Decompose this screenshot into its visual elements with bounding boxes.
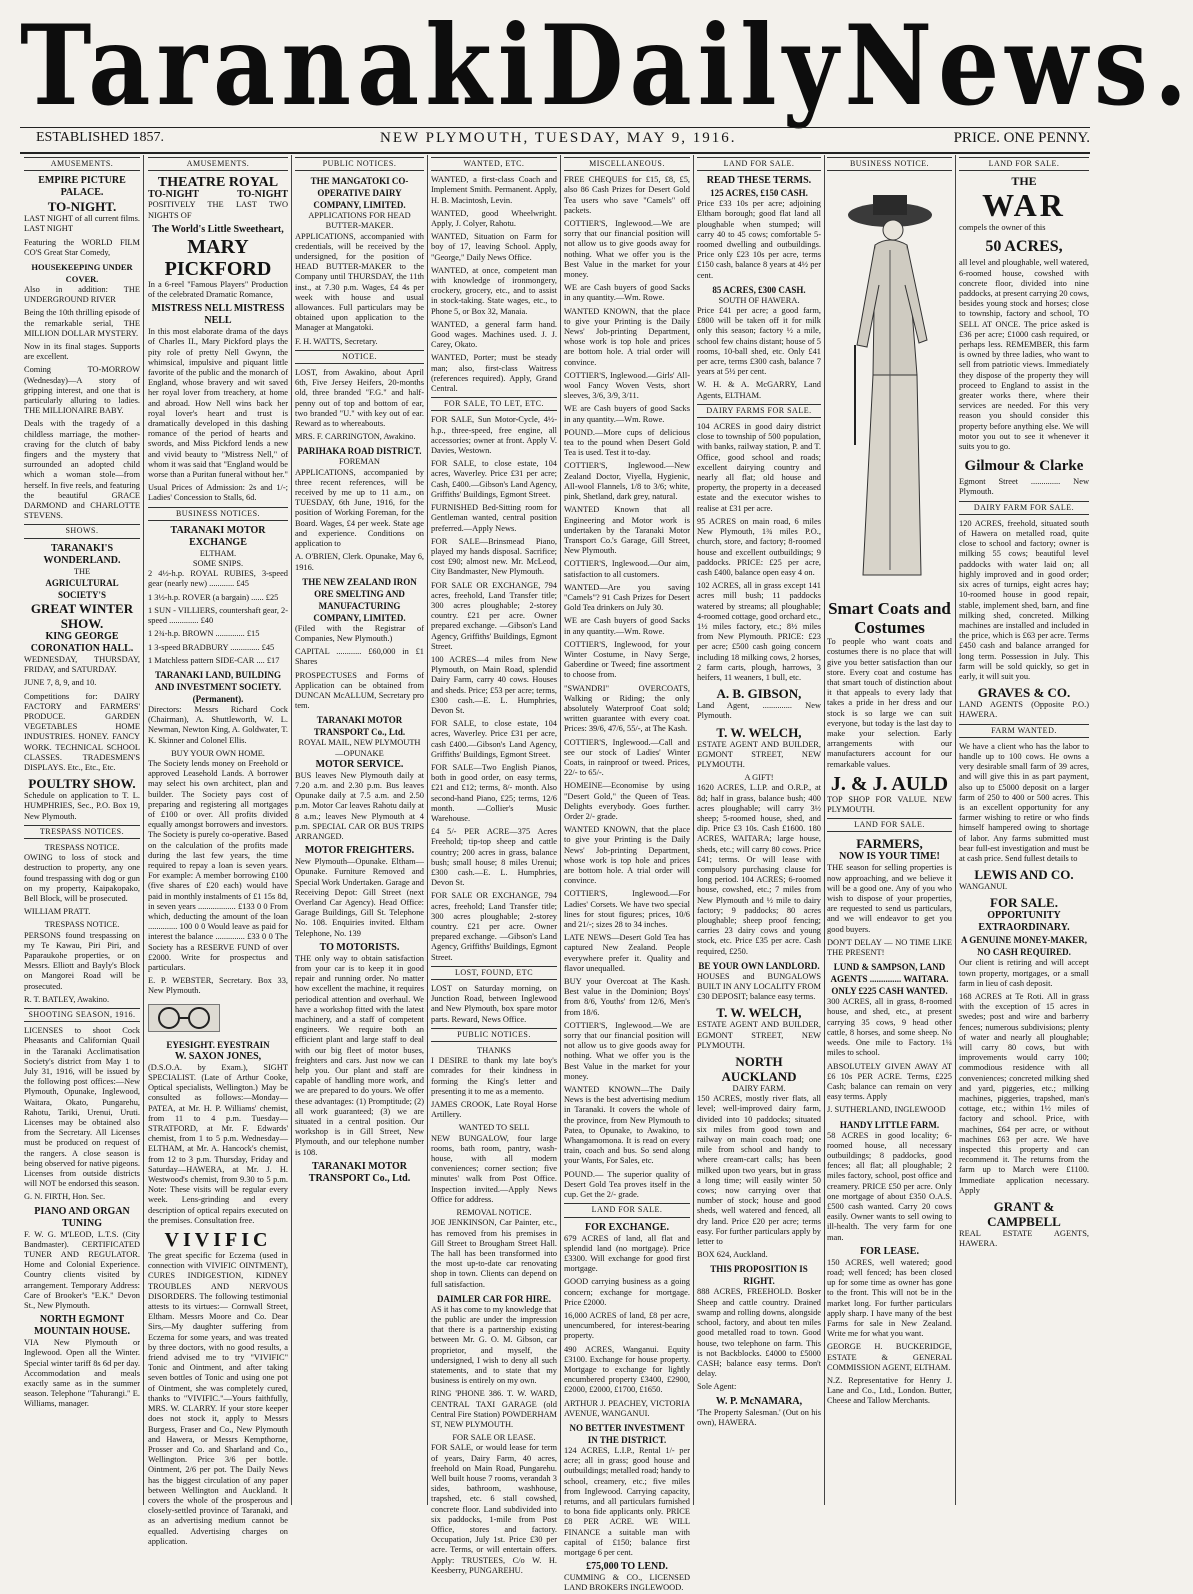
ad-text: 124 ACRES, L.I.P., Rental 1/- per acre; all in grass; good house and outbuildings; metalled road; handy to school, creamery, etc.; five miles from Inglewood. Carrying capacity, returns, and all particulars furnished to bona fide applicants only. PRICE £8 PER ACRE. WE WILL FINANCE a suitable man with capital of £150; balance first mortgage 6 per cent. — [564, 1445, 690, 1557]
ad-signature: F. H. WATTS, Secretary. — [295, 336, 378, 346]
ad-heading: PARIHAKA ROAD DISTRICT. — [297, 446, 422, 457]
notice-text: NEW BUNGALOW, four large rooms, bath room, pantry, wash-house, with all modern conveniences; corner section; five minutes' walk from Post Office. Inspection invited.—Apply News Office for address. — [431, 1133, 557, 1204]
ad-text: POSITIVELY THE LAST TWO NIGHTS OF — [148, 200, 288, 220]
ad-text: TOP SHOP FOR VALUE. NEW PLYMOUTH. — [827, 794, 952, 815]
ad-text: In this most elaborate drama of the days of Charles II., Mary Pickford plays the pity role of pretty Nell Gwynn, the whimsical, impulsive and piquant little favorite of the public and the monarch of England, whose bravery and wit saved her royal lover from treachery, at home and abroad. How Nell wins back her royal lover's heart and trust is dramatically developed in this dashing romance of the period of hearts and swords, and Miss Pickford lends a new and vivid beauty to "Mistress Nell," of whom it was said that "England would be worse than a Puritan funeral without her." — [148, 327, 288, 480]
ad-text: BOX 624, Auckland. — [697, 1250, 768, 1260]
ad-heading: TARANAKI MOTOR EXCHANGE — [170, 524, 266, 548]
ad-heading: FARMERS, — [856, 836, 923, 852]
ad-headline: WAR — [982, 187, 1066, 224]
classified-item: FREE CHEQUES for £15, £8, £5, also 86 Cash Prizes for Desert Gold Tea users who save "Camels" off packets. — [564, 175, 690, 215]
notice-text: OWING to loss of stock and destruction to property, any one found trespassing with dog or gun on my property, Kaipakopako, Bell Block, will be prosecuted. — [24, 853, 140, 903]
classified-item: FOR SALE OR EXCHANGE, 794 acres, freehold; Land Transfer title; 300 acres ploughable; 2-storey country. £21 per acre. Owner prepared exchange. —Gibson's Land Agency, Griffiths' Buildings, Egmont Street. — [431, 891, 557, 962]
title-word: News. — [844, 0, 1193, 130]
ad-text: 1620 ACRES, L.I.P. and O.R.P., at 8d; half in grass, balance bush; 400 acres ploughable; will carry 3½ sheep; 5-roomed house, shed, and dip. Price £3 10s. Cash £1600. 180 ACRES, WAITARA; large house, sheds, etc.; will carry 80 cows. Price £41; terms. Or will lease with compulsory purchasing clause for long period. 104 ACRES; 6-roomed house, cowshed, etc.; 7 miles from New Plymouth and ½ mile to dairy factory; 9 paddocks; 80 acres ploughable; sheep proof fencing; carries 23 dairy cows and young stock, etc. Price £35 per acre. Cash required, £250. — [697, 783, 821, 956]
snip-item: 1 2¾-h.p. BROWN .............. £15 — [148, 629, 260, 639]
classified-item: WANTED KNOWN, that the place to give your Printing is the Daily News' Job-printing Department, whose work is top hole and prices are bottom hole. A trial order will convince. — [564, 306, 690, 367]
notice-title: FOR SALE OR LEASE. — [452, 1433, 536, 1443]
ad-text: SOME SNIPS. — [192, 559, 244, 569]
snip-item: 2 4½-h.p. ROYAL RUBIES, 3-speed gear (nearly new) ............ £45 — [148, 569, 288, 589]
classified-item: COTTIER'S, Inglewood.—For Ladies' Corsets. We have two special lines for stout figures; prices, 10/6 and 21/-; sizes 28 to 34 inches. — [564, 889, 690, 930]
classified-item: WANTED KNOWN, that the place to give your Printing is the Daily News' Job-printing Department, whose work is top hole and prices are bottom hole. A trial order will convince. — [564, 825, 690, 886]
notice-text: LICENSES to shoot Cock Pheasants and Californian Quail in the Taranaki Acclimatisation Society's district from May 1 to July 31, 1916, will be issued by the following post offices:—New Plymouth, Opunake, Inglewood, Waitara, Okato, Pungarehu, Rahotu, Tariki, Urenui, Uruti. Licenses may be obtained also from the Secretary. All Licenses must be produced on request of the rangers. A close season is being observed for native pigeons. Licenses from outside districts will NOT be endorsed this season. — [24, 1026, 140, 1189]
ad-text: Being the 10th thrilling episode of the remarkable serial, THE MILLION DOLLAR MYSTERY. — [24, 308, 140, 338]
ad-heading: GREAT WINTER SHOW. — [30, 600, 134, 631]
classified-item: POUND.— The superior quality of Desert Gold Tea proves itself in the cup. Get the 2/- grade. — [564, 1169, 690, 1200]
ad-text: WEDNESDAY, THURSDAY, FRIDAY, and SATURDAY. — [24, 654, 140, 675]
snip-item: 1 SUN - VILLIERS, countershaft gear, 2-speed .............. £40 — [148, 605, 288, 626]
ad-signature: T. W. WELCH, — [716, 1005, 802, 1021]
classified-item: COTTIER'S, Inglewood.—We are sorry that our financial position will not allow us to give goods away for nothing. What we offer you is the Best Value in the market for your money. — [564, 219, 690, 280]
section-heading: AMUSEMENTS. — [148, 157, 288, 171]
classified-item: £4 5/- PER ACRE—375 Acres Freehold; tip-top sheep and cattle country; 200 acres in grass, balance bush; small house; 8 miles Urenui; £300 cash.—E. L. Humphries, Devon St. — [431, 827, 557, 888]
ad-heading: BE YOUR OWN LANDLORD. — [698, 960, 820, 971]
ad-text: JUNE 7, 8, 9, and 10. — [24, 678, 97, 688]
classified-item: COTTIER'S, Inglewood.—Girls' All-wool Fancy Woven Vests, short sleeves, 3/6, 3/9, 3/11. — [564, 370, 690, 401]
ad-text: Deals with the tragedy of a childless marriage, the mother-craving for the clutch of baby fingers and the mystery that surrounded an adopted child which a woman stole—from herself. In five reels, and featuring the beautiful GRACE DARMOND and CHARLOTTE STEVENS. — [24, 419, 140, 521]
masthead-rule — [20, 127, 1090, 128]
classified-item: WANTED, Porter; must be steady man; also, first-class Waitress (references required). Apply, Grand Central. — [431, 353, 557, 394]
ad-heading: FOR LEASE. — [860, 1245, 919, 1257]
column-divider — [560, 155, 561, 1505]
section-heading: TRESPASS NOTICES. — [24, 825, 140, 839]
ad-heading: ONLY £225 CASH WANTED. — [831, 986, 948, 997]
section-heading: BUSINESS NOTICE. — [827, 157, 952, 171]
ad-heading: FOR EXCHANGE. — [585, 1221, 669, 1233]
ad-heading: THE NEW ZEALAND IRON ORE SMELTING AND MANUFACTURING COMPANY, LIMITED. — [302, 576, 417, 623]
snip-item: 1 3-speed BRADBURY .............. £45 — [148, 642, 275, 652]
section-heading: DAIRY FARMS FOR SALE. — [697, 404, 821, 418]
ad-signature: Gilmour & Clarke — [964, 458, 1084, 475]
title-word: Taranaki — [20, 0, 541, 130]
column-divider — [693, 155, 694, 1505]
classified-item: COTTIER'S, Inglewood, for your Winter Costume, in Navy Serge, Gaberdine or Tweed; fine assortment to choose from. — [564, 639, 690, 680]
notice-text: AS it has come to my knowledge that the public are under the impression that there is a partnership existing between Mr. G. O. M. Gibson, car proprietor, and myself, the undersigned, I wish to deny all such statements, and to state that my business is entirely on my own. — [431, 1304, 557, 1386]
tonight-left: TO-NIGHT — [148, 189, 199, 201]
ad-text: FOREMAN — [339, 457, 380, 467]
ad-text: A GIFT! — [744, 773, 774, 783]
ad-signature: CUMMING & CO., LICENSED LAND BROKERS INGLEWOOD. — [564, 1573, 690, 1593]
column-5 — [564, 155, 690, 1593]
ad-text: Price £33 10s per acre; adjoining Eltham borough; good flat land all ploughable when stumped; will carry 40 to 45 cows; comfortable 5-roomed dwelling and outbuildings. Price only £23 10s per acre, terms £150 cash, balance 8 years at 4½ per cent. — [697, 199, 821, 280]
classified-item: WE are Cash buyers of good Sacks in any quantity.—Wm. Rowe. — [564, 404, 690, 424]
classified-item: BUY your Overcoat at The Kash. Best value in the Dominion; Boys' from 8/6, Youths' from 12/6, Men's from 18/6. — [564, 977, 690, 1017]
ad-text: Price £41 per acre; a good farm, £800 will be taken off it for milk only this season; factory ½ a mile, school few chains distant; house of 5 rooms, 10-ball shed, etc. Only £41 per acre, terms £300 cash, balance 7 years at 5½ per cent. — [697, 306, 821, 377]
section-heading: DAIRY FARM FOR SALE. — [959, 501, 1089, 515]
ad-text: BUY YOUR OWN HOME. — [171, 748, 265, 758]
classified-item: FOR SALE, to close estate, 104 acres, Waverley. Price £31 per acre; Cash, £400.—Gibson's Land Agency, Griffiths' Buildings, Egmont Street. — [431, 459, 557, 499]
ad-signature: GEORGE H. BUCKERIDGE, ESTATE & GENERAL COMMISSION AGENT, ELTHAM. — [827, 1342, 952, 1372]
classified-item: WANTED, at once, competent man with knowledge of ironmongery, crockery, grocery, etc., and to assist in stock-taking. State wages, etc., to Phone 5, or Box 32, Manaia. — [431, 265, 557, 316]
classified-item: COTTIER'S, Inglewood.—Our aim, satisfaction to all customers. — [564, 559, 690, 579]
ad-text: 490 ACRES, Wanganui. Equity £3100. Exchange for house property. Mortgage to exchange for lightly encumbered property £3400, £2900, £2000, £2000, £1700, £1650. — [564, 1344, 690, 1395]
tonight-right: TO-NIGHT — [237, 189, 288, 201]
notice-signature: R. T. BATLEY, Awakino. — [24, 994, 110, 1004]
ad-text: Sole Agent: — [697, 1382, 737, 1392]
classified-item: WANTED, a general farm hand. Good wages. Machines used. J. J. Carey, Okato. — [431, 319, 557, 350]
ad-signature: W. P. McNAMARA, — [715, 1395, 803, 1407]
ad-text: 'The Property Salesman.' (Out on his own), HAWERA. — [697, 1407, 821, 1427]
ad-signature: GRAVES & CO. — [977, 685, 1071, 701]
section-heading: LAND FOR SALE. — [564, 1203, 690, 1217]
ad-text: 168 ACRES at Te Roti. All in grass with the exception of 15 acres in swedes; post and wire and barberry fences; numerous subdivisions; plenty of water and nearly all ploughable; will carry 80 cows, but with improvements would carry 100; commodious residence with all conveniences; concreted milking shed and yard, piggeries, etc.; milking machines, piggeries, trapshed, man's cottage, etc.; within 1½ miles of factory and school. Price, with machines, £64 per acre, or without machines £63 per acre. We have inspected this property and can recommend it. The returns from the farm up to March were £1100. Immediate application necessary. Apply — [959, 991, 1089, 1195]
section-heading: LAND FOR SALE. — [697, 157, 821, 171]
ad-text: Land Agent, .............. New Plymouth. — [697, 701, 821, 721]
ad-text: (Filed with the Registrar of Companies, New Plymouth.) — [295, 623, 424, 643]
ad-heading: TARANAKI LAND, BUILDING AND INVESTMENT SOCIETY. (Permanent). — [154, 669, 282, 704]
ad-text: The great specific for Eczema (used in connection with VIVIFIC OINTMENT), CURES INDIGESTION, KIDNEY TROUBLES AND NERVOUS DISORDERS. The following testimonial attests to its virtues:— Cornwall Street, Eltham. Messrs Moore and Co. Dear Sirs,—My daughter suffering from Eczema for some years, and was treated by three doctors, with no good results, a friend advised me to try "VIVIFIC" Tonic and Ointment, and after taking seven bottles of Tonic and using one pot of Ointment, she was completely cured, thanks to "VIVIFIC."—Yours faithfully, MRS. W. CLARRY. If your store keeper does not stock it, apply to Messrs Burgess, Fraser and Co., New Plymouth and Hawera, or Messrs Kempthorne, Prosser and Co. and Sharland and Co., Wellington. Price 3/6 per bottle. Ointment, 2/6 per pot. The Daily News has the biggest circulation of any paper between Wellington and Auckland. It covers the whole of the prosperous and closely-settled province of Taranaki, and as an advertising medium cannot be equalled. Advertising charges on application. — [148, 1251, 288, 1546]
ad-heading: THIS PROPOSITION IS RIGHT. — [710, 1264, 808, 1287]
classified-item: FOR SALE OR EXCHANGE, 794 acres, freehold, Land Transfer title; 300 acres ploughable; 2-storey country. £21 per acre. Owner prepared exchange. —Gibson's Land Agency, Griffiths' Buildings, Egmont Street. — [431, 580, 557, 651]
classified-item: WE are Cash buyers of good Sacks in any quantity.—Wm. Rowe. — [564, 616, 690, 636]
masthead-rule — [20, 152, 1090, 154]
ad-text: Competitions for: DAIRY FACTORY and FARMERS' PRODUCE. GARDEN VEGETABLES HOME INDUSTRIES. HONEY. FANCY WORK. TECHNICAL SCHOOL CLASSES. TRADESMEN'S DISPLAYS. Etc., Etc., Etc. — [24, 691, 140, 772]
notice-title: TRESPASS NOTICE. — [44, 920, 120, 930]
column-divider — [824, 155, 825, 1505]
ad-text: New Plymouth—Opunake. Eltham—Opunake. Furniture Removed and Special Work Undertaken. Garage and Receiving Depot: Gill Street (next Overland Car Agency). Head Office: Garage Buildings, Gill St. Telephone No. 108. Enquiries invited. Eltham Telephone, No. 139 — [295, 857, 424, 938]
ad-heading: EMPIRE PICTURE PALACE. — [38, 175, 126, 199]
ad-text: APPLICATIONS, accompanied with credentials, will be received by the undersigned, for the position of HEAD BUTTER-MAKER to the Company until THURSDAY, the 11th inst., at 7.30 p.m. Wages, £4 4s per week with house and usual allowances. Full particulars may be obtained upon application to the Manager at Mangatoki. — [295, 231, 424, 333]
ad-heading: EYESIGHT. EYESTRAIN — [166, 1039, 270, 1050]
notice-signature: JAMES CROOK, Late Royal Horse Artillery. — [431, 1100, 557, 1120]
column-1 — [24, 155, 140, 1505]
snip-item: 1 Matchless pattern SIDE-CAR .... £17 — [148, 655, 280, 665]
ad-text: ESTATE AGENT AND BUILDER, EGMONT STREET, NEW PLYMOUTH. — [697, 1020, 821, 1050]
ad-headline: Smart Coats and Costumes — [828, 599, 951, 638]
classified-item: HOMEINE—Economise by using "Desert Gold," the Queen of Teas. Delights everybody. Goes further. Order 2/- grade. — [564, 781, 690, 821]
ad-text: Usual Prices of Admission: 2s and 1/-; Ladies' Concession to Stalls, 6d. — [148, 483, 288, 503]
ad-text: Now in its final stages. Supports are excellent. — [24, 342, 140, 362]
ad-text: HOUSES and BUNGALOWS BUILT IN ANY LOCALITY FROM £30 DEPOSIT; balance easy terms. — [697, 971, 821, 1002]
classified-item: LOST on Saturday morning, on Junction Road, between Inglewood and New Plymouth, box spare motor parts. Reward, News Office. — [431, 984, 557, 1024]
ad-text: THE — [73, 566, 91, 576]
ad-text: all level and ploughable, well watered, 6-roomed house, cowshed with concrete floor, divided into nine paddocks, at present carrying 20 cows, besides young stock and horses; close to township, factory and school, TO SELL AT ONCE. The price asked is £36 per acre; £1000 cash required, or perhaps less. REMEMBER, this farm is owned by three ladies, who want to sell from patriotic views. Immediately they dispose of the property they will proceed to England to assist in the greater works there, where their services are needed. For this very reason you should consider this property before anything else. We will motor you out to see it whenever it suits you to go. — [959, 258, 1090, 452]
section-heading: SHOOTING SEASON, 1916. — [24, 1008, 140, 1022]
title-word: Daily — [540, 0, 845, 130]
ad-text: Featuring the WORLD FILM CO'S Great Star Comedy, — [24, 237, 140, 257]
ad-text: ELTHAM. — [199, 548, 237, 558]
ad-text: 150 ACRES, mostly river flats, all level; well-improved dairy farm, divided into 10 paddocks; situated six miles from good town and railway on main coach road; one mile from school and handy to where cream-cart calls; has been milked upon two years, but in grass a long time; will easily winter 50 cows; now carrying over that number of stock; house and good sheds, well watered and fenced, all dry land. Price £20 per acre; terms easy. For further particulars apply by letter to — [697, 1094, 821, 1247]
ad-heading: NORTH EGMONT MOUNTAIN HOUSE. — [34, 1314, 130, 1338]
column-8 — [959, 155, 1089, 1505]
ad-headline: VIVIFIC — [164, 1229, 272, 1252]
ad-text: APPLICATIONS FOR HEAD BUTTER-MAKER. — [308, 211, 411, 231]
section-heading: SHOWS. — [24, 524, 140, 538]
ad-text: Coming TO-MORROW (Wednesday)—A story of gripping interest, and one that is particularly alluring to ladies. THE MILLIONAIRE BABY. — [24, 365, 140, 416]
section-heading: FOR SALE, TO LET, ETC. — [431, 397, 557, 411]
ad-text: BUS leaves New Plymouth daily at 7.20 a.m. and 2.30 p.m. Bus leaves Opunake daily at 7.5 a.m. and 2.50 p.m. Motor Car leaves Rahotu daily at 8 a.m.; leaves New Plymouth at 4 p.m. SPECIAL CAR OR BUS TRIPS ARRANGED. — [295, 770, 424, 841]
dateline — [20, 130, 1090, 150]
ad-text: VIA New Plymouth or Inglewood. Open all the Winter. Special winter tariff 8s 6d per day. Accommodation and meals exactly same as in the summer season. Telephone "Tahurangi." E. Williams, manager. — [24, 1338, 140, 1409]
notice-title: TRESPASS NOTICE. — [44, 842, 120, 852]
ad-text: THE season for selling properties is now approaching, and we believe it will be a good one. Any of you who wish to dispose of your properties, are requested to send us particulars, and we will endeavor to get you good buyers. — [827, 863, 952, 934]
notice-text: LOST, from Awakino, about April 6th, Five Jersey Heifers, 20-months old, three branded "F.G." and half-penny out of top and bottom of ear, two branded "U." with key out of ear. Reward as to whereabouts. — [295, 368, 424, 429]
place-date: NEW PLYMOUTH, TUESDAY, MAY 9, 1916. — [380, 130, 737, 146]
classified-item: FOR SALE, Sun Motor-Cycle, 4½-h.p., three-speed, free engine, all accessories; owner at front. Apply V. Davies, Westown. — [431, 415, 557, 456]
ad-text: APPLICATIONS, accompanied by three recent references, will be received by me up to 11 a.m., on TUESDAY, 6th June, 1916, for the position of Working Foreman, for the Board. Wages, £4 per week. State age and experience. Conditions on application to — [295, 467, 424, 549]
section-heading: PUBLIC NOTICES. — [431, 1028, 557, 1042]
ad-subheading — [148, 190, 288, 200]
column-7 — [827, 155, 952, 1505]
column-6 — [697, 155, 821, 1505]
classified-item: "SWANDRI" OVERCOATS, Walking or Riding; the only absolutely Waterproof Coat sold; written guarantee with every coat. Prices: 39/6, 47/6, 55/-, at The Kash. — [564, 683, 690, 734]
ad-signature: J. & J. AULD — [830, 772, 949, 795]
ad-text: ESTATE AGENT AND BUILDER, EGMONT STREET, NEW PLYMOUTH. — [697, 739, 821, 769]
ad-text: (D.S.O.A. by Exam.), SIGHT SPECIALIST. (Late of Arthur Cooke, Optical specialists, Wellington.) May be consulted as follows:—Monday—PATEA, at Mr. H. P. Williams' chemist, from 11 to 4 p.m. Tuesday—STRATFORD, at Mr. F. Edwards' chemist, from 1 to 5 p.m. Wednesday—ELTHAM, at Mr. A. Hancock's chemist, from 12 to 3 p.m. Thursday, Friday and Saturday—HAWERA, at Mr. J. H. Westwood's chemist, from 9.30 to 5 p.m. Note: These visits will be regular every week. Lens-grinding and every description of optical repairs executed on the premises. Consultation free. — [148, 1062, 288, 1225]
ad-heading: OPPORTUNITY EXTRAORDINARY. — [978, 910, 1070, 934]
ad-heading: TO MOTORISTS. — [319, 941, 400, 953]
ad-heading: THE MANGATOKI CO-OPERATIVE DAIRY COMPANY, LIMITED. — [310, 176, 409, 211]
ad-text: Egmont Street .............. New Plymouth. — [959, 477, 1089, 497]
ad-text: Schedule on application to T. L. HUMPHRIES, Sec., P.O. Box 19, New Plymouth. — [24, 791, 140, 821]
column-divider — [427, 155, 428, 1505]
ad-signature: GRANT & CAMPBELL — [987, 1199, 1061, 1230]
ad-text: DAIRY FARM. — [732, 1084, 786, 1094]
woman-in-coat-illustration — [835, 175, 945, 595]
notice-signature: MRS. F. CARRINGTON, Awakino. — [295, 432, 416, 442]
notice-text: JOE JENKINSON, Car Painter, etc., has removed from his premises in Gill Street to Brougham Street Hall. The hall has been transformed into the most up-to-date car renovating shop in town. Clients can depend on full satisfaction. — [431, 1218, 557, 1289]
snip-item: 1 3½-h.p. ROVER (a bargain) ...... £25 — [148, 592, 279, 602]
ad-heading: HANDY LITTLE FARM. — [839, 1119, 940, 1130]
ad-text: REAL ESTATE AGENTS, HAWERA. — [959, 1229, 1089, 1249]
classified-item: FOR SALE, to close estate, 104 acres, Waverley. Price £31 per acre, cash £400.—Gibson's Land Agency, Griffiths' Buildings, Egmont Street. — [431, 719, 557, 759]
ad-text: F. W. G. M'LEOD, L.T.S. (City Bandmaster). CERTIFICATED TUNER AND REGULATOR. Home and Colonial Experience. Country clients visited by arrangement. Temporary Address: Care of Brooker's "E.K." Devon St., New Plymouth. — [24, 1229, 140, 1311]
ad-heading: DAIMLER CAR FOR HIRE. — [436, 1293, 551, 1304]
ad-text: THE only way to obtain satisfaction from your car is to keep it in good repair and running order. No matter how excellent the machine, it requires periodical attention and overhaul. We have a workshop fitted with the latest machinery, and a staff of competent engineers. We require both an efficient plant and large staff to deal with our big fleet of motor buses, freighters and cars. Just now we can help you. Our plant and staff are capable of handling more work, and we are prepared to do yours. We offer these advantages: (1) Promptitude; (2) all work guaranteed; (3) we are situated in a central position. Our workshop is in Gill Street, New Plymouth, and our telephone number is 108. — [295, 953, 424, 1157]
section-heading: WANTED, ETC. — [431, 157, 557, 171]
ad-heading: PIANO AND ORGAN TUNING — [34, 1205, 130, 1229]
ad-heading: The World's Little Sweetheart, — [152, 223, 284, 235]
notice-signature: RING 'PHONE 386. T. W. WARD, CENTRAL TAXI GARAGE (old Central Fire Station) POWDERHAM ST, NEW PLYMOUTH. — [431, 1389, 557, 1429]
ad-text: ROYAL MAIL, NEW PLYMOUTH—OPUNAKE — [298, 738, 421, 758]
section-heading: AMUSEMENTS. — [24, 157, 140, 171]
ad-heading: FOR SALE. — [990, 895, 1058, 911]
ad-text: N.Z. Representative for Henry J. Lane and Co., Ltd., London. Butter, Cheese and Tallow Merchants. — [827, 1375, 952, 1406]
ad-text: SOUTH OF HAWERA. — [718, 295, 800, 305]
ad-text: The Society lends money on Freehold or approved Leasehold Lands. A borrower may select his own architect, plan and builder. The Society pays cost of preparing and registering all mortgages of £100 or over. All profits divided equally amongst borrowers and investors. The Society is purely co-operative. Based on the calculation of the profits made during the last few years, the time required to repay a loan is seven years. For example: A member borrowing £100 (five shares of £20 each) would have paid in monthly instalments of £1 15s 8d, in seven years .................. £133 0 0 From which, deducting the amount of the loan .............. 100 0 0 Would leave as paid for interest the balance .............. £33 0 0 The Society has a RESERVE FUND of over £2000. Write for prospectus and particulars. — [148, 758, 289, 972]
ad-text: We have a client who has the labor to handle up to 100 cows. He owns a very desirable small farm of 39 acres, and will give this in as part payment, also up to £5000 deposit on a larger farm of 250 to 400 or 500 acres. This is an excellent opportunity for any farmer wishing to retire or who finds himself hampered owing to shortage of labor. Any farms submitted must bear full-est investigation and must be at cash price. Send fullest details to — [959, 741, 1089, 863]
ad-text: In a 6-reel "Famous Players" Production of the celebrated Dramatic Romance, — [148, 279, 288, 300]
section-heading: NOTICE. — [295, 350, 424, 364]
notice-signature: WILLIAM PRATT. — [24, 907, 91, 917]
section-heading: LAND FOR SALE. — [827, 818, 952, 832]
classified-item: WANTED—Are you saving "Camels"? 91 Cash Prizes for Desert Gold Tea drinkers on July 30. — [564, 582, 690, 613]
ad-text: Our client is retiring and will accept town property, mortgages, or a small farm in lieu of cash deposit. — [959, 958, 1089, 988]
ad-text: 679 ACRES of land, all flat and splendid land (no mortgage). Price £3300. Will exchange for good first mortgage. — [564, 1233, 690, 1274]
ad-signature: A. B. GIBSON, — [716, 686, 802, 702]
ad-text: 16,000 ACRES of land, £8 per acre, unencumbered, for interest-bearing property. — [564, 1310, 690, 1341]
ad-heading: NO BETTER INVESTMENT IN THE DISTRICT. — [569, 1422, 685, 1445]
ad-headline: MARY PICKFORD — [164, 235, 272, 280]
ad-heading: READ THESE TERMS. — [706, 175, 812, 187]
column-4 — [431, 155, 557, 1575]
ad-signature: LEWIS AND CO. — [974, 867, 1074, 883]
classified-item: COTTIER'S, Inglewood.—Call and see our stock of Ladies' Winter Coats, in rainproof or tweed. Prices, 22/- to 65/-. — [564, 737, 690, 778]
ad-heading: TARANAKI MOTOR TRANSPORT Co., Ltd. — [313, 715, 406, 738]
ad-text: CAPITAL ............ £60,000 in £1 Shares — [295, 647, 424, 667]
ad-heading: A GENUINE MONEY-MAKER, — [961, 935, 1087, 946]
section-heading: MISCELLANEOUS. — [564, 157, 690, 171]
ad-text: 102 ACRES, all in grass except 141 acres mill bush; 11 paddocks watered by streams; all ploughable; 4-roomed cottage, good orchard etc., 1½ miles factory, etc.; 8½ miles from New Plymouth. PRICE: £23 per acre; £500 cash going concern including 18 milking cows, 2 horses, 2 farm carts, plough, harrows, 3 heifers, 11 weaners, 1 bull, etc. — [697, 581, 821, 682]
notice-signature: G. N. FIRTH, Hon. Sec. — [24, 1192, 106, 1202]
ad-signature: E. P. WEBSTER, Secretary. Box 33, New Plymouth. — [148, 976, 288, 996]
ad-text: WANGANUI. — [959, 882, 1008, 892]
notice-text: FOR SALE, or would lease for term of years, Dairy Farm, 40 acres, freehold on Main Road, Pungarehu. Well built house 7 rooms, verandah 3 sides, bathroom, washhouse, trapshed, etc. 6 stall cowshed, concrete floor. Land subdivided into six paddocks, 1-mile from Post Office, stores and factory. Occupation, July 1st. Price £30 per acre. Terms, or will entertain offers. Apply: TRUSTEES, C/o W. H. Keesberry, PUNGAREHU. — [431, 1443, 557, 1575]
ad-text: ABSOLUTELY GIVEN AWAY AT £6 10s PER ACRE. Terms, £225 Cash; balance can remain on very easy terms. Apply — [827, 1061, 952, 1102]
ad-text: LAND AGENTS (Opposite P.O.) HAWERA. — [959, 700, 1089, 720]
column-3 — [295, 155, 424, 1505]
ad-signature: A. O'BRIEN, Clerk. Opunake, May 6, 1916. — [295, 552, 424, 572]
classified-item: 100 ACRES—4 miles from New Plymouth, on Main Road, splendid Dairy Farm, carry 40 cows. Houses and sheds. Price; £53 per acre; terms, £300 cash.—E. L. Humphries, Devon St. — [431, 654, 557, 715]
section-heading: PUBLIC NOTICES. — [295, 157, 424, 171]
section-heading: LAND FOR SALE. — [959, 157, 1089, 171]
ad-text: Directors: Messrs Richard Cock (Chairman), A. Shuttleworth, W. L. Newman, Newton King, A. Goldwater, T. K. Skinner and Colonel Ellis. — [148, 704, 288, 745]
ad-heading: NOW IS YOUR TIME! — [839, 851, 940, 863]
classified-item: WANTED, a first-class Coach and Implement Smith. Permanent. Apply, H. B. Macintosh, Levin. — [431, 175, 557, 205]
ad-text: 95 ACRES on main road, 6 miles New Plymouth, 1¾ miles P.O., church, store, and factory; 8-roomed house and excellent outbuildings; 9 paddocks. PRICE: £25 per acre, cash £400, balance open easy 4 on. — [697, 516, 821, 577]
column-2 — [148, 155, 289, 1546]
newspaper-title — [20, 0, 1193, 130]
section-heading: LOST, FOUND, ETC — [431, 966, 557, 980]
ad-heading: MISTRESS NELL MISTRESS NELL — [151, 303, 285, 327]
classified-item: WANTED, good Wheelwright. Apply, J. Colyer, Rahotu. — [431, 208, 557, 229]
ad-heading: THEATRE ROYAL — [157, 175, 279, 191]
notice-title: THANKS — [477, 1046, 511, 1056]
ad-signature: ARTHUR J. PEACHEY, VICTORIA AVENUE, WANGANUI. — [564, 1398, 690, 1418]
classified-item: WANTED KNOWN—The Daily News is the best advertising medium in Taranaki. It covers the whole of the province, from New Plymouth to Patea, to Opunake, to Awakino, to Whangamomona. It is read on every train, coach and bus. So send along your Wants, For Sales, etc. — [564, 1085, 690, 1166]
classified-item: COTTIER'S, Inglewood.—We are sorry that our financial position will not allow us to give goods away for nothing. What we offer you is the Best Value in the market for your money. — [564, 1020, 690, 1081]
ad-text: 58 ACRES in good locality; 6-roomed house, all necessary outbuildings; 8 paddocks, good fences; all flat; all ploughable; 2 miles factory, school, post office and creamery. PRICE £50 per acre. Only one mortgage of about £350 O.A.S. £500 cash wanted. Carry 20 cows easily. Owner wants to sell owing to ill-health. The very farm for one man. — [827, 1130, 952, 1242]
ad-signature: W. H. & A. McGARRY, Land Agents, ELTHAM. — [697, 380, 821, 400]
ad-heading: W. SAXON JONES, — [174, 1050, 262, 1062]
ad-text: 104 ACRES in good dairy district close to township of 500 population, with banks, railway station, P. and T. Office, good school and roads; excellent dairying country and nearly all flat; old house and property, the property in a deceased estate and the executor wishes to realise at £31 per acre. — [697, 422, 821, 513]
classified-item: FOR SALE—Two English Pianos, both in good order, on easy terms, £21 and £12; terms, 8/- month. Also second-hand Piano, £25; terms, 12/6 month. —Collier's Music Warehouse. — [431, 762, 557, 823]
ad-signature: LUND & SAMPSON, LAND AGENTS .............. WAITARA. — [830, 962, 949, 985]
price-text: PRICE. ONE PENNY. — [953, 130, 1090, 146]
ad-text: GOOD carrying business as a going concern; exchange for mortgage. Price £2000. — [564, 1277, 690, 1307]
classified-item: WANTED, Situation on Farm for boy of 17, leaving School. Apply, "George," Daily News Office. — [431, 232, 557, 262]
ad-heading: TARANAKI MOTOR TRANSPORT Co., Ltd. — [308, 1160, 411, 1184]
notice-title: WANTED TO SELL — [458, 1123, 530, 1133]
ad-heading: 85 ACRES, £300 CASH. — [712, 284, 806, 295]
ad-text: 300 ACRES, all in grass, 8-roomed house, and shed, etc., at present carrying 35 cows, 9 head other cattle, 8 horses, and some sheep. No weeds. One mile to Factory. 1¼ miles to school. — [827, 997, 952, 1058]
ad-text: 150 ACRES, well watered; good road; well fenced; has been closed up for some time as owner has gone to the front. This will not be in the market long. For further particulars apply sharp. I have many of the best Farms for sale in New Zealand. Write me for what you want. — [827, 1257, 952, 1339]
classified-item: COTTIER'S, Inglewood.—New Zealand Doctor, Viyella, Hygienic, All-wool Flannels, 1/8 to 3/6; white, pink, Shetland, dark grey, natural. — [564, 461, 690, 502]
column-divider — [143, 155, 144, 1505]
ad-heading: £75,000 TO LEND. — [586, 1561, 668, 1573]
ad-heading: 125 ACRES, £150 CASH. — [710, 188, 808, 199]
ad-heading: POULTRY SHOW. — [28, 776, 136, 792]
column-divider — [955, 155, 956, 1505]
ad-heading: KING GEORGE CORONATION HALL. — [30, 630, 134, 654]
ad-heading: TARANAKI'S WONDERLAND. — [43, 542, 121, 566]
spectacles-illustration — [148, 1004, 220, 1032]
classified-item: POUND.—More cups of delicious tea to the pound when Desert Gold Tea is used. Test it to-day. — [564, 427, 690, 458]
ad-signature: J. SUTHERLAND, INGLEWOOD — [827, 1105, 946, 1115]
classified-item: FOR SALE—Brinsmead Piano, played my hands disposal. Sacrifice; cost £90; almost new. Mr. McLeod, City Bandmaster, New Plymouth. — [431, 536, 557, 577]
notice-title: REMOVAL NOTICE. — [456, 1208, 532, 1218]
ad-heading: AGRICULTURAL SOCIETY'S — [45, 577, 119, 600]
classified-item: LATE NEWS—Desert Gold Tea has captured New Zealand. People everywhere prefer it. Quality and flavor unequalled. — [564, 933, 690, 973]
notice-text: PERSONS found trespassing on my Te Kawau, Piri Piri, and Paparaukohe properties, or on Messrs. Elliott and Bayly's Block on Mangorei Road will be prosecuted. — [24, 930, 140, 991]
ad-text: To people who want coats and costumes there is no place that will give you better satisfaction than our store. Every coat and costume has that smart touch of distinction about it that appeals to every lady that takes a pride in her dress and our stock is so large we can suit everyone, but today is the last day to make your selection. Early arrangements with our manufacturers account for our remarkable values. — [827, 637, 952, 769]
ad-text: 120 ACRES, freehold, situated south of Hawera on metalled road, quite close to school and factory; owner is milking 55 cows; beautiful level paddocks with water laid on; all highly improved and in good order; six acres of turnips, eight acres hay; 10-roomed house in good repair, stable, implement shed, barn, and fine milking shed, concreted. Milking machines are installed and included in the price, which is £63 per acre. Terms £450 cash and balance arranged for long term. Possession in July. This farm will be sold quickly, so get in early, it will suit you. — [959, 518, 1089, 681]
ad-heading: NORTH AUCKLAND — [721, 1054, 797, 1085]
ad-headline: 50 ACRES, — [985, 238, 1063, 256]
ad-text: PROSPECTUSES and Forms of Application can be obtained from DUNCAN McALLUM, Secretary pro tem. — [295, 670, 424, 711]
ad-text: DON'T DELAY — NO TIME LIKE THE PRESENT! — [827, 937, 952, 958]
classified-item: FURNISHED Bed-Sitting room for Gentleman wanted, central position preferred.—Apply News. — [431, 503, 557, 533]
ad-heading: TO-NIGHT. — [47, 199, 117, 215]
section-heading: FARM WANTED. — [959, 724, 1089, 738]
ad-text: compels the owner of this — [959, 223, 1046, 233]
ad-text: Also in addition: THE UNDERGROUND RIVER — [24, 285, 140, 305]
classified-item: WANTED Known that all Engineering and Motor work is undertaken by the Taranaki Motor Transport Co.'s Garage, Gill Street, New Plymouth. — [564, 505, 690, 556]
ad-text: 888 ACRES, FREEHOLD. Bosker Sheep and cattle country. Drained swamp and rolling downs, alongside school, factory, and about ten miles good metalled road to town. Good house, two telephone on farm. This is not Backblocks. £4000 to £5000 CASH; balance easy terms. Don't delay. — [697, 1287, 821, 1379]
classified-item: WE are Cash buyers of good Sacks in any quantity.—Wm. Rowe. — [564, 283, 690, 303]
column-divider — [291, 155, 292, 1505]
ad-heading: MOTOR FREIGHTERS. — [304, 845, 415, 857]
section-heading: BUSINESS NOTICES. — [148, 507, 288, 521]
ad-heading: MOTOR SERVICE. — [315, 758, 404, 770]
ad-text: LAST NIGHT of all current films. LAST NIGHT — [24, 214, 140, 234]
ad-heading: NO CASH REQUIRED. — [977, 947, 1071, 958]
ad-heading: HOUSEKEEPING UNDER COVER. — [31, 262, 133, 285]
established-text: ESTABLISHED 1857. — [36, 130, 164, 145]
ad-heading: THE — [1011, 174, 1037, 189]
notice-text: I DESIRE to thank my late boy's comrades for their kindness in forming the King's letter and presenting it to me as a memento. — [431, 1056, 557, 1096]
ad-signature: T. W. WELCH, — [716, 724, 802, 740]
